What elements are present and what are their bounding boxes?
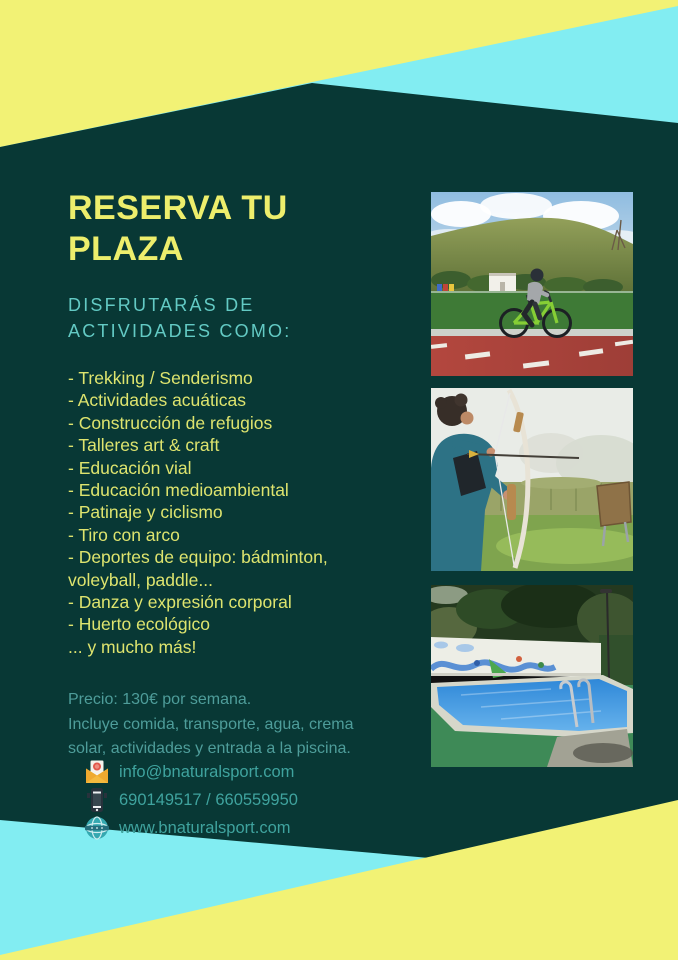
pool-photo xyxy=(431,585,633,767)
contact-phone-row xyxy=(84,786,298,814)
activity-item: - Trekking / Senderismo xyxy=(68,368,253,388)
activity-item: - Deportes de equipo: bádminton, xyxy=(68,547,328,568)
activity-item-wrap: voleyball, paddle... xyxy=(68,569,213,590)
cycling-photo xyxy=(431,192,633,376)
activity-item: - Educación vial xyxy=(68,457,192,478)
activity-item: - Educación medioambiental xyxy=(68,480,289,501)
price-info xyxy=(68,688,408,762)
page-title: RESERVA TU PLAZA xyxy=(68,189,288,268)
contact-website-row xyxy=(84,814,298,842)
subtitle: DISFRUTARÁS DE ACTIVIDADES COMO: xyxy=(68,295,292,342)
contact-email-row xyxy=(84,758,298,786)
globe-icon xyxy=(84,815,110,841)
archery-photo xyxy=(431,388,633,571)
activity-item: - Patinaje y ciclismo xyxy=(68,502,223,523)
price-line: Incluye comida, transporte, agua, crema xyxy=(68,715,354,733)
contact-email: info@bnaturalsport.com xyxy=(119,762,295,781)
phone-icon xyxy=(84,787,110,813)
price-line: solar, actividades y entrada a la piscina. xyxy=(68,740,351,758)
contact-website: www.bnaturalsport.com xyxy=(119,818,291,837)
activity-item: - Actividades acuáticas xyxy=(68,390,247,411)
activity-item: ... y mucho más! xyxy=(68,636,197,657)
price-line: Precio: 130€ por semana. xyxy=(68,691,252,708)
activity-item: - Construcción de refugios xyxy=(68,412,273,433)
activities-list xyxy=(68,367,408,658)
activity-item: - Huerto ecológico xyxy=(68,614,211,635)
activity-item: - Talleres art & craft xyxy=(68,435,220,456)
activity-item: - Tiro con arco xyxy=(68,524,180,545)
activity-item: - Danza y expresión corporal xyxy=(68,592,292,613)
contact-phone: 690149517 / 660559950 xyxy=(119,790,298,809)
envelope-icon xyxy=(84,759,110,785)
contact-block xyxy=(84,758,298,842)
